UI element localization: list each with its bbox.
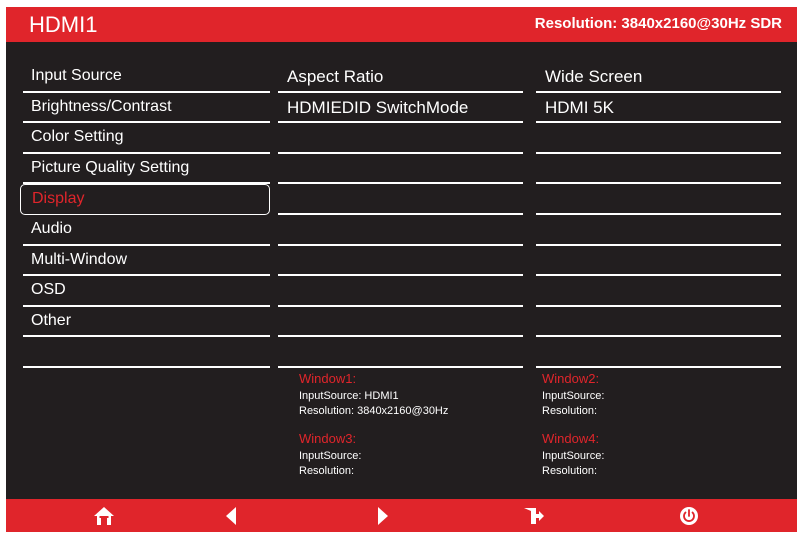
menu-item-input-source[interactable]: Input Source <box>20 62 270 93</box>
value-row <box>536 307 781 338</box>
window3-title: Window3: <box>299 431 357 446</box>
menu-item-multi-window[interactable]: Multi-Window <box>20 246 270 277</box>
window3-input: InputSource: <box>299 450 362 462</box>
power-icon <box>679 506 699 526</box>
window2-resolution: Resolution: <box>542 405 598 417</box>
setting-row <box>278 307 523 338</box>
menu-item-audio[interactable]: Audio <box>20 215 270 246</box>
window3-info <box>299 431 361 479</box>
left-button[interactable] <box>211 499 251 532</box>
value-row <box>536 337 781 368</box>
setting-row <box>278 123 523 154</box>
window2-title: Window2: <box>542 371 600 386</box>
value-row <box>536 215 781 246</box>
osd-frame <box>6 7 797 532</box>
value-row <box>536 154 781 185</box>
window1-input: InputSource: HDMI1 <box>299 390 399 402</box>
setting-row <box>278 154 523 185</box>
main-menu <box>20 62 270 368</box>
setting-row <box>278 215 523 246</box>
values-column <box>536 62 781 368</box>
value-row <box>536 123 781 154</box>
exit-icon <box>522 506 546 526</box>
header-bar <box>6 7 797 42</box>
window1-resolution: Resolution: 3840x2160@30Hz <box>299 405 449 417</box>
window1-title: Window1: <box>299 371 357 386</box>
setting-hdmi-edid-switchmode[interactable]: HDMIEDID SwitchMode <box>278 93 523 124</box>
value-row <box>536 246 781 277</box>
window4-info <box>542 431 604 479</box>
menu-item-brightness-contrast[interactable]: Brightness/Contrast <box>20 93 270 124</box>
resolution-status: Resolution: 3840x2160@30Hz SDR <box>534 15 782 32</box>
setting-row <box>278 246 523 277</box>
value-row <box>536 184 781 215</box>
value-hdmi-edid-switchmode[interactable]: HDMI 5K <box>536 93 781 124</box>
right-button[interactable] <box>363 499 403 532</box>
setting-row <box>278 276 523 307</box>
value-aspect-ratio[interactable]: Wide Screen <box>536 62 781 93</box>
power-button[interactable] <box>669 499 709 532</box>
window3-resolution: Resolution: <box>299 465 355 477</box>
window4-title: Window4: <box>542 431 600 446</box>
window4-input: InputSource: <box>542 450 605 462</box>
menu-item-osd[interactable]: OSD <box>20 276 270 307</box>
window2-input: InputSource: <box>542 390 605 402</box>
window1-info <box>299 371 448 419</box>
menu-item-color-setting[interactable]: Color Setting <box>20 123 270 154</box>
window2-info <box>542 371 604 419</box>
menu-item-empty <box>20 337 270 368</box>
input-title: HDMI1 <box>29 12 98 37</box>
setting-row <box>278 337 523 368</box>
left-arrow-icon <box>224 506 238 526</box>
menu-item-picture-quality[interactable]: Picture Quality Setting <box>20 154 270 185</box>
menu-item-other[interactable]: Other <box>20 307 270 338</box>
settings-column <box>278 62 523 368</box>
right-arrow-icon <box>376 506 390 526</box>
window4-resolution: Resolution: <box>542 465 598 477</box>
home-icon <box>93 506 115 526</box>
menu-item-display[interactable]: Display <box>20 184 270 215</box>
home-button[interactable] <box>84 499 124 532</box>
exit-button[interactable] <box>514 499 554 532</box>
setting-row <box>278 184 523 215</box>
footer-bar <box>6 499 797 532</box>
setting-aspect-ratio[interactable]: Aspect Ratio <box>278 62 523 93</box>
value-row <box>536 276 781 307</box>
